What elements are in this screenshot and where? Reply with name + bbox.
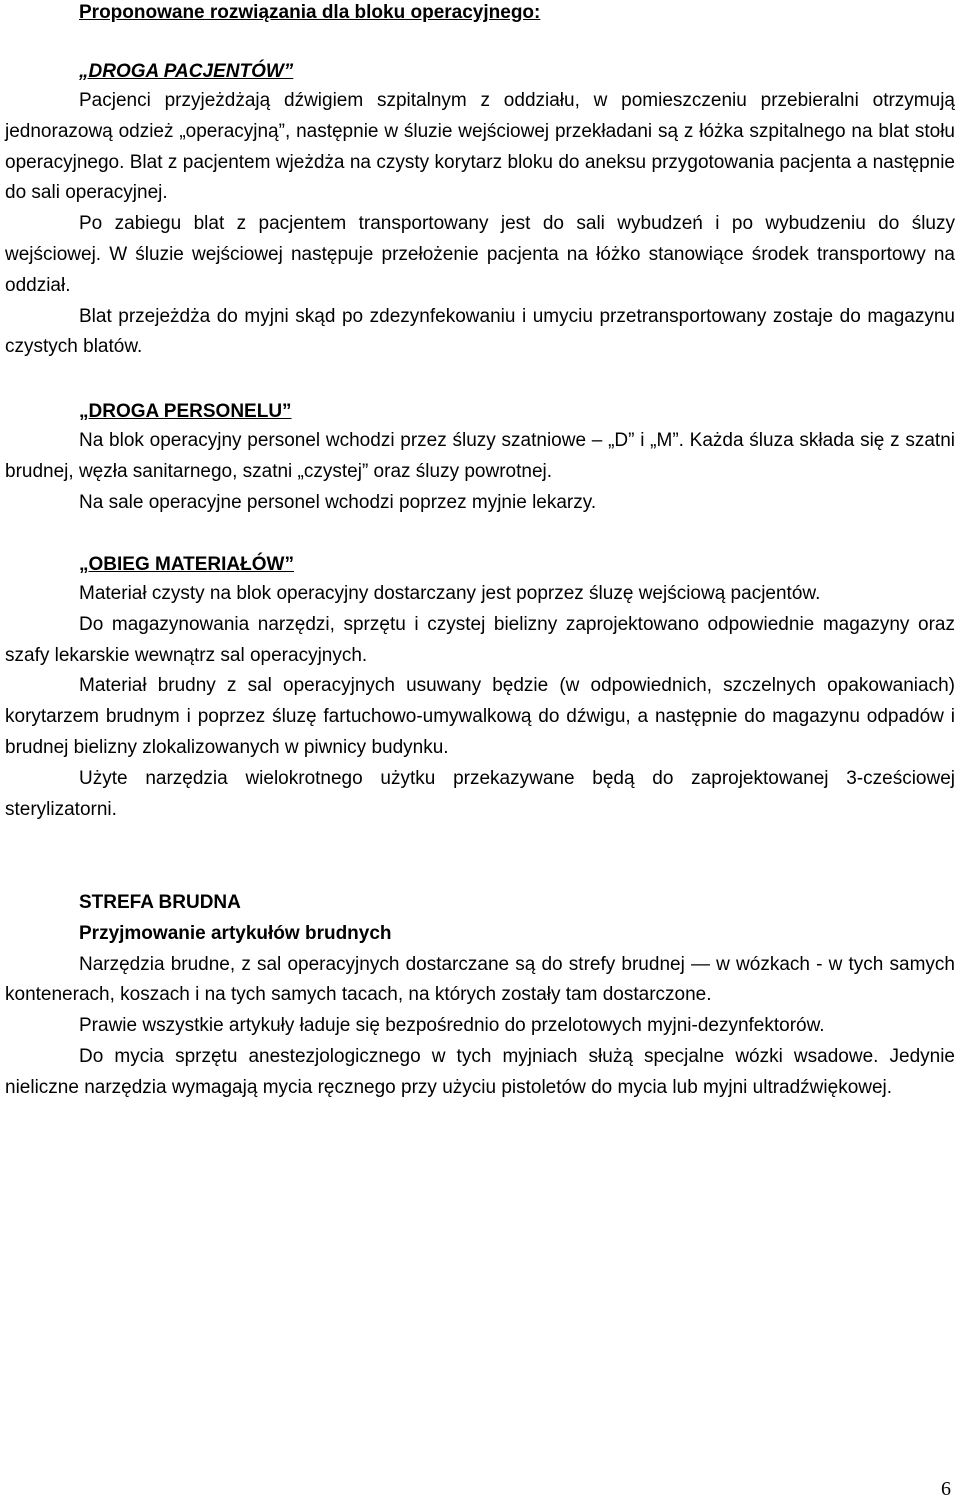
section-patients-route xyxy=(5,58,955,363)
section-heading: „DROGA PACJENTÓW” xyxy=(79,61,294,82)
section-heading: „OBIEG MATERIAŁÓW” xyxy=(79,554,294,575)
paragraph: Na sale operacyjne personel wchodzi poprzez myjnie lekarzy. xyxy=(79,491,597,513)
section-staff-route xyxy=(5,398,955,518)
section-subheading: Przyjmowanie artykułów brudnych xyxy=(79,922,392,944)
paragraph: Materiał brudny z sal operacyjnych usuwany będzie (w odpowiednich, szczelnych opakowaniach) korytarzem brudnym i poprzez śluzę fartuchowo-umywalkową do dźwigu, a następnie do magazynu odpadów i brudnej bielizny zlokalizowanych w piwnicy budynku. xyxy=(5,675,955,758)
section-heading: „DROGA PERSONELU” xyxy=(79,401,292,422)
paragraph: Blat przejeżdża do myjni skąd po zdezynfekowaniu i umyciu przetransportowany zostaje do magazynu czystych blatów. xyxy=(5,305,955,358)
paragraph: Materiał czysty na blok operacyjny dostarczany jest poprzez śluzę wejściową pacjentów. xyxy=(79,583,821,604)
paragraph: Do mycia sprzętu anestezjologicznego w tych myjniach służą specjalne wózki wsadowe. Jedynie nieliczne narzędzia wymagają mycia ręcznego przy użyciu pistoletów do mycia lub myjni ultradźwiękowej. xyxy=(5,1045,955,1098)
paragraph: Pacjenci przyjeżdżają dźwigiem szpitalnym z oddziału, w pomieszczeniu przebieralni otrzymują jednorazową odzież „operacyjną”, następnie w śluzie wejściowej przekładani są z łóżka szpitalnego na blat stołu operacyjnego. Blat z pacjentem wjeżdża na czysty korytarz bloku do aneksu przygotowania pacjenta a następnie do sali operacyjnej. xyxy=(5,90,955,204)
paragraph: Narzędzia brudne, z sal operacyjnych dostarczane są do strefy brudnej — w wózkach - w tych samych kontenerach, koszach i na tych samych tacach, na których zostały tam dostarczone. xyxy=(5,953,955,1006)
paragraph: Do magazynowania narzędzi, sprzętu i czystej bielizny zaprojektowano odpowiednie magazyny oraz szafy lekarskie wewnątrz sal operacyjnych. xyxy=(5,613,955,666)
page-number: 6 xyxy=(941,1478,951,1500)
paragraph: Na blok operacyjny personel wchodzi przez śluzy szatniowe – „D” i „M”. Każda śluza składa się z szatni brudnej, węzła sanitarnego, szatni „czystej” oraz śluzy powrotnej. xyxy=(5,430,955,482)
page-title: Proponowane rozwiązania dla bloku operacyjnego: xyxy=(79,2,541,23)
section-dirty-zone xyxy=(5,888,955,1104)
paragraph: Użyte narzędzia wielokrotnego użytku przekazywane będą do zaprojektowanej 3-cześciowej sterylizatorni. xyxy=(5,767,955,820)
paragraph: Prawie wszystkie artykuły ładuje się bezpośrednio do przelotowych myjni-dezynfektorów. xyxy=(79,1015,825,1037)
section-heading: STREFA BRUDNA xyxy=(79,892,241,913)
section-materials-flow xyxy=(5,551,955,825)
paragraph: Po zabiegu blat z pacjentem transportowany jest do sali wybudzeń i po wybudzeniu do śluzy wejściowej. W śluzie wejściowej następuje przełożenie pacjenta na łóżko stanowiące środek transportowy na oddział. xyxy=(5,213,955,296)
